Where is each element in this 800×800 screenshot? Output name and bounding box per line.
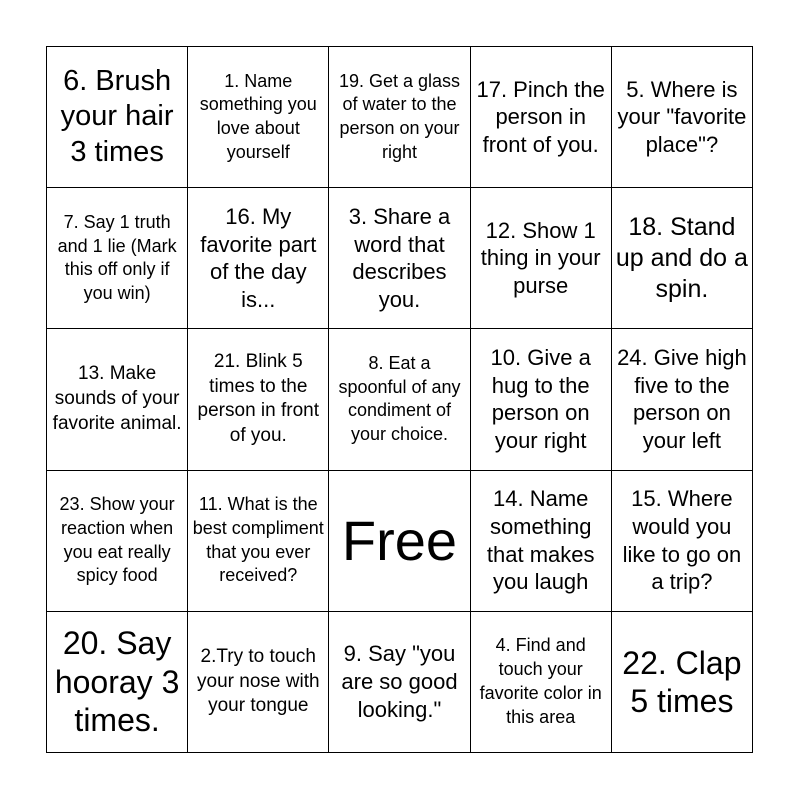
bingo-cell[interactable] bbox=[612, 47, 753, 188]
cell-text: 24. Give high five to the person on your left bbox=[617, 345, 747, 454]
cell-text: 23. Show your reaction when you eat really spicy food bbox=[59, 494, 175, 586]
bingo-cell[interactable] bbox=[471, 612, 612, 753]
bingo-cell[interactable] bbox=[188, 471, 329, 612]
bingo-cell[interactable] bbox=[471, 47, 612, 188]
bingo-cell[interactable] bbox=[47, 188, 188, 329]
bingo-cell[interactable] bbox=[612, 188, 753, 329]
bingo-cell[interactable] bbox=[471, 188, 612, 329]
cell-text: 5. Where is your "favorite place"? bbox=[617, 76, 747, 157]
cell-text: 15. Where would you like to go on a trip? bbox=[622, 486, 742, 595]
bingo-cell[interactable] bbox=[47, 612, 188, 753]
cell-text: 18. Stand up and do a spin. bbox=[615, 212, 748, 303]
cell-text: 21. Blink 5 times to the person in front of you. bbox=[197, 351, 320, 447]
free-space-text: Free bbox=[341, 508, 458, 572]
bingo-cell[interactable] bbox=[47, 47, 188, 188]
bingo-cell[interactable] bbox=[188, 329, 329, 470]
bingo-board bbox=[46, 46, 753, 753]
free-space[interactable] bbox=[329, 471, 470, 612]
cell-text: 4. Find and touch your favorite color in this area bbox=[479, 635, 602, 727]
bingo-cell[interactable] bbox=[47, 329, 188, 470]
cell-text: 7. Say 1 truth and 1 lie (Mark this off only if you win) bbox=[57, 211, 177, 304]
cell-text: 9. Say "you are so good looking." bbox=[341, 641, 458, 722]
cell-text: 13. Make sounds of your favorite animal. bbox=[52, 363, 182, 434]
bingo-cell[interactable] bbox=[47, 471, 188, 612]
cell-text: 2.Try to touch your nose with your tongue bbox=[197, 645, 320, 717]
bingo-cell[interactable] bbox=[471, 329, 612, 470]
cell-text: 17. Pinch the person in front of you. bbox=[476, 76, 605, 157]
bingo-cell[interactable] bbox=[329, 47, 470, 188]
bingo-cell[interactable] bbox=[329, 188, 470, 329]
cell-text: 12. Show 1 thing in your purse bbox=[480, 217, 601, 299]
bingo-cell[interactable] bbox=[612, 329, 753, 470]
cell-text: 16. My favorite part of the day is... bbox=[200, 203, 317, 312]
bingo-cell[interactable] bbox=[612, 471, 753, 612]
cell-text: 10. Give a hug to the person on your right bbox=[490, 345, 591, 454]
bingo-cell[interactable] bbox=[329, 612, 470, 753]
cell-text: 1. Name something you love about yourself bbox=[199, 70, 317, 162]
bingo-cell[interactable] bbox=[612, 612, 753, 753]
cell-text: 6. Brush your hair 3 times bbox=[60, 65, 174, 168]
cell-text: 20. Say hooray 3 times. bbox=[54, 625, 180, 739]
cell-text: 14. Name something that makes you laugh bbox=[486, 486, 595, 595]
cell-text: 11. What is the best compliment that you ever received? bbox=[192, 494, 324, 586]
cell-text: 3. Share a word that describes you. bbox=[348, 203, 451, 312]
bingo-cell[interactable] bbox=[329, 329, 470, 470]
cell-text: 22. Clap 5 times bbox=[622, 644, 742, 719]
bingo-cell[interactable] bbox=[188, 188, 329, 329]
bingo-cell[interactable] bbox=[188, 47, 329, 188]
bingo-cell[interactable] bbox=[188, 612, 329, 753]
bingo-cell[interactable] bbox=[471, 471, 612, 612]
cell-text: 8. Eat a spoonful of any condiment of your choice. bbox=[338, 352, 461, 445]
cell-text: 19. Get a glass of water to the person on your right bbox=[338, 70, 461, 162]
